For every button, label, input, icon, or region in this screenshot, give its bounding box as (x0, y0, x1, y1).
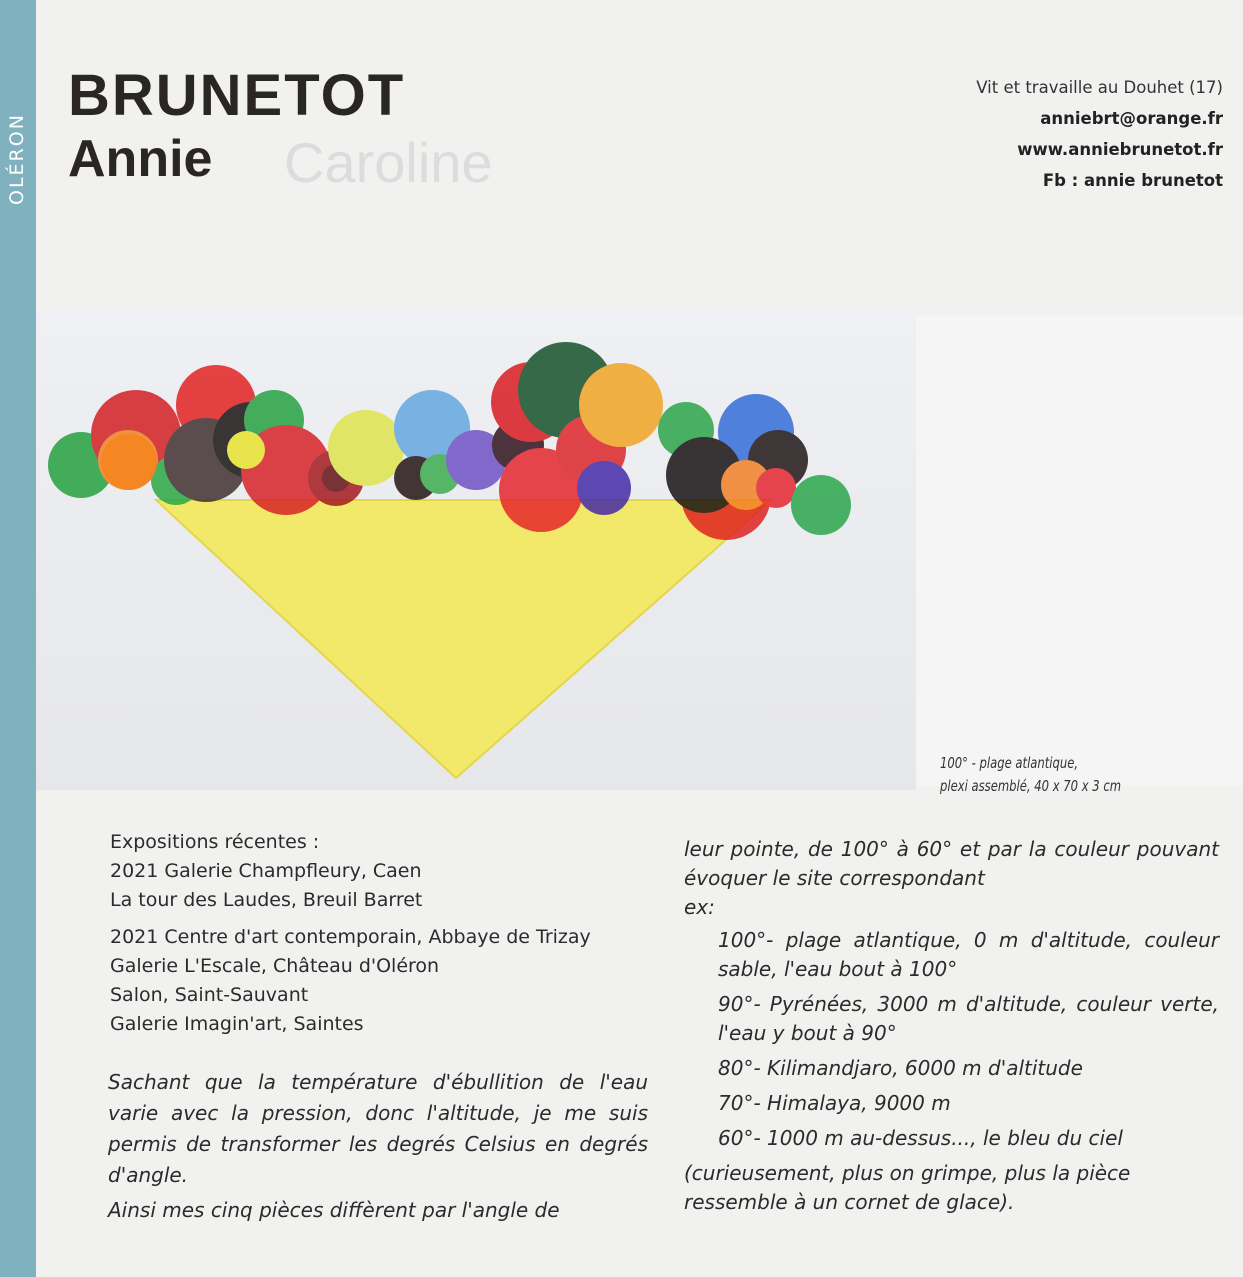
statement-paragraph: Sachant que la température d'ébullition de l'eau varie avec la pression, donc l'altitude, je me suis permis de transformer les degrés Celsius en degrés d'angle. (108, 1070, 648, 1187)
caption-line-2: plexi assemblé, 40 x 70 x 3 cm (940, 777, 1122, 795)
facebook-text: Fb : annie brunetot (1042, 171, 1223, 190)
show-through-text: Caroline (284, 131, 493, 194)
exhibition-item: 2021 Galerie Champfleury, Caen (110, 860, 422, 882)
exhibitions-heading: Expositions récentes : (110, 831, 320, 853)
exhibition-item: Galerie Imagin'art, Saintes (110, 1013, 364, 1035)
exhibition-item: La tour des Laudes, Breuil Barret (110, 889, 423, 911)
artwork-illustration (36, 310, 916, 790)
statement-left (108, 1067, 648, 1230)
exhibitions-block (110, 828, 591, 1039)
background-panel (916, 316, 1243, 786)
example-item: 100°- plage atlantique, 0 m d'altitude, couleur sable, l'eau bout à 100° (718, 928, 1219, 981)
artwork-caption (940, 752, 1121, 798)
artist-last-name: BRUNETOT (68, 63, 406, 128)
statement-outro: (curieusement, plus on grimpe, plus la pièce ressemble à un cornet de glace). (684, 1161, 1131, 1214)
example-item: 70°- Himalaya, 9000 m (718, 1091, 951, 1115)
residence-text: Vit et travaille au Douhet (17) (976, 78, 1223, 97)
statement-paragraph: leur pointe, de 100° à 60° et par la couleur pouvant évoquer le site correspondant (684, 837, 1219, 890)
example-item: 90°- Pyrénées, 3000 m d'altitude, couleur verte, l'eau y bout à 90° (718, 992, 1219, 1045)
exhibition-item: Galerie L'Escale, Château d'Oléron (110, 955, 440, 977)
exhibition-item: Salon, Saint-Sauvant (110, 984, 309, 1006)
artist-name (68, 64, 405, 190)
caption-line-1: 100° - plage atlantique, (940, 754, 1079, 772)
examples-label: ex: (684, 895, 715, 919)
example-item: 60°- 1000 m au-dessus..., le bleu du ciel (718, 1126, 1123, 1150)
statement-right (684, 835, 1219, 1217)
examples-list (684, 926, 1219, 1153)
contact-block (976, 72, 1223, 196)
artwork-photo (36, 310, 916, 790)
email-link[interactable]: anniebrt@orange.fr (1040, 109, 1223, 128)
statement-paragraph: Ainsi mes cinq pièces diffèrent par l'angle de (108, 1198, 560, 1222)
region-label: OLÉRON (6, 113, 28, 205)
artist-first-name: Annie (68, 130, 213, 188)
sidebar-stripe (0, 0, 36, 1277)
website-link[interactable]: www.anniebrunetot.fr (1017, 140, 1223, 159)
example-item: 80°- Kilimandjaro, 6000 m d'altitude (718, 1056, 1083, 1080)
exhibition-item: 2021 Centre d'art contemporain, Abbaye de Trizay (110, 926, 591, 948)
